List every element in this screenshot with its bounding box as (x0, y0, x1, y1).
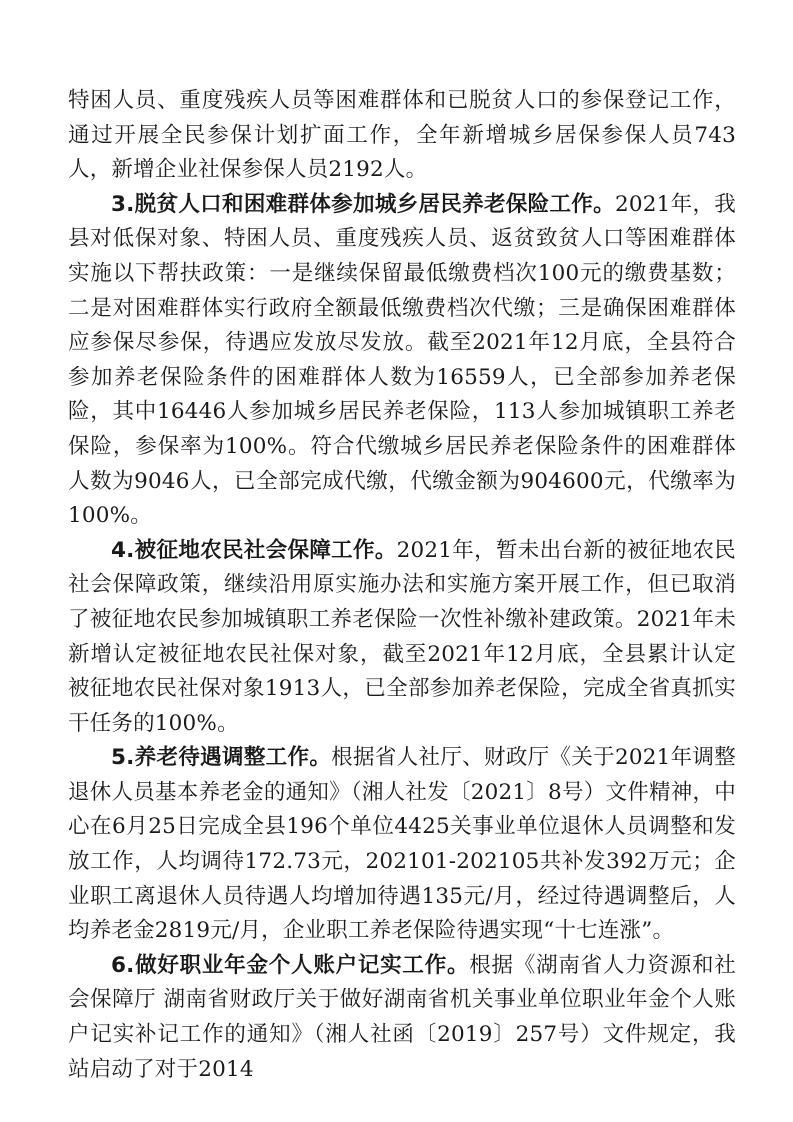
document-body (68, 84, 736, 1087)
paragraph-text: 特困人员、重度残疾人员等困难群体和已脱贫人口的参保登记工作，通过开展全民参保计划扩面工作，全年新增城乡居保参保人员743人，新增企业社保参保人员2192人。 (68, 88, 736, 183)
paragraph-continuation (68, 84, 736, 188)
paragraph-section-3 (68, 188, 736, 534)
paragraph-section-5 (68, 741, 736, 949)
section-heading: 5.养老待遇调整工作。 (111, 745, 332, 771)
section-heading: 6.做好职业年金个人账户记实工作。 (111, 952, 470, 978)
paragraph-text: 2021年，我县对低保对象、特困人员、重度残疾人员、返贫致贫人口等困难群体实施以下帮扶政策：一是继续保留最低缴费档次100元的缴费基数；二是对困难群体实行政府全额最低缴费档次代缴；三是确保困难群体应参保尽参保，待遇应发放尽发放。截至2021年12月底，全县符合参加养老保险条件的困难群体人数为16559人，已全部参加养老保险，其中16446人参加城乡居民养老保险，113人参加城镇职工养老保险，参保率为100%。符合代缴城乡居民养老保险条件的困难群体人数为9046人，已全部完成代缴，代缴金额为904600元，代缴率为100%。 (68, 191, 736, 529)
paragraph-text: 根据《湖南省人力资源和社会保障厅 湖南省财政厅关于做好湖南省机关事业单位职业年金个人账户记实补记工作的通知》（湘人社函〔2019〕257号）文件规定，我站启动了对于2014 (68, 952, 737, 1082)
paragraph-section-6 (68, 949, 736, 1087)
paragraph-text: 根据省人社厅、财政厅《关于2021年调整退休人员基本养老金的通知》（湘人社发〔2021〕8号）文件精神，中心在6月25日完成全县196个单位4425关事业单位退休人员调整和发放工作，人均调待172.73元，202101-202105共补发392万元；企业职工离退休人员待遇人均增加待遇135元/月，经过待遇调整后，人均养老金2819元/月，企业职工养老保险待遇实现“十七连涨”。 (68, 745, 736, 944)
section-heading: 3.脱贫人口和困难群体参加城乡居民养老保险工作。 (111, 191, 615, 217)
paragraph-section-4 (68, 534, 736, 742)
paragraph-text: 2021年，暂未出台新的被征地农民社会保障政策，继续沿用原实施办法和实施方案开展工作，但已取消了被征地农民参加城镇职工养老保险一次性补缴补建政策。2021年未新增认定被征地农民社保对象，截至2021年12月底，全县累计认定被征地农民社保对象1913人，已全部参加养老保险，完成全省真抓实干任务的100%。 (68, 537, 736, 736)
section-heading: 4.被征地农民社会保障工作。 (111, 537, 397, 563)
